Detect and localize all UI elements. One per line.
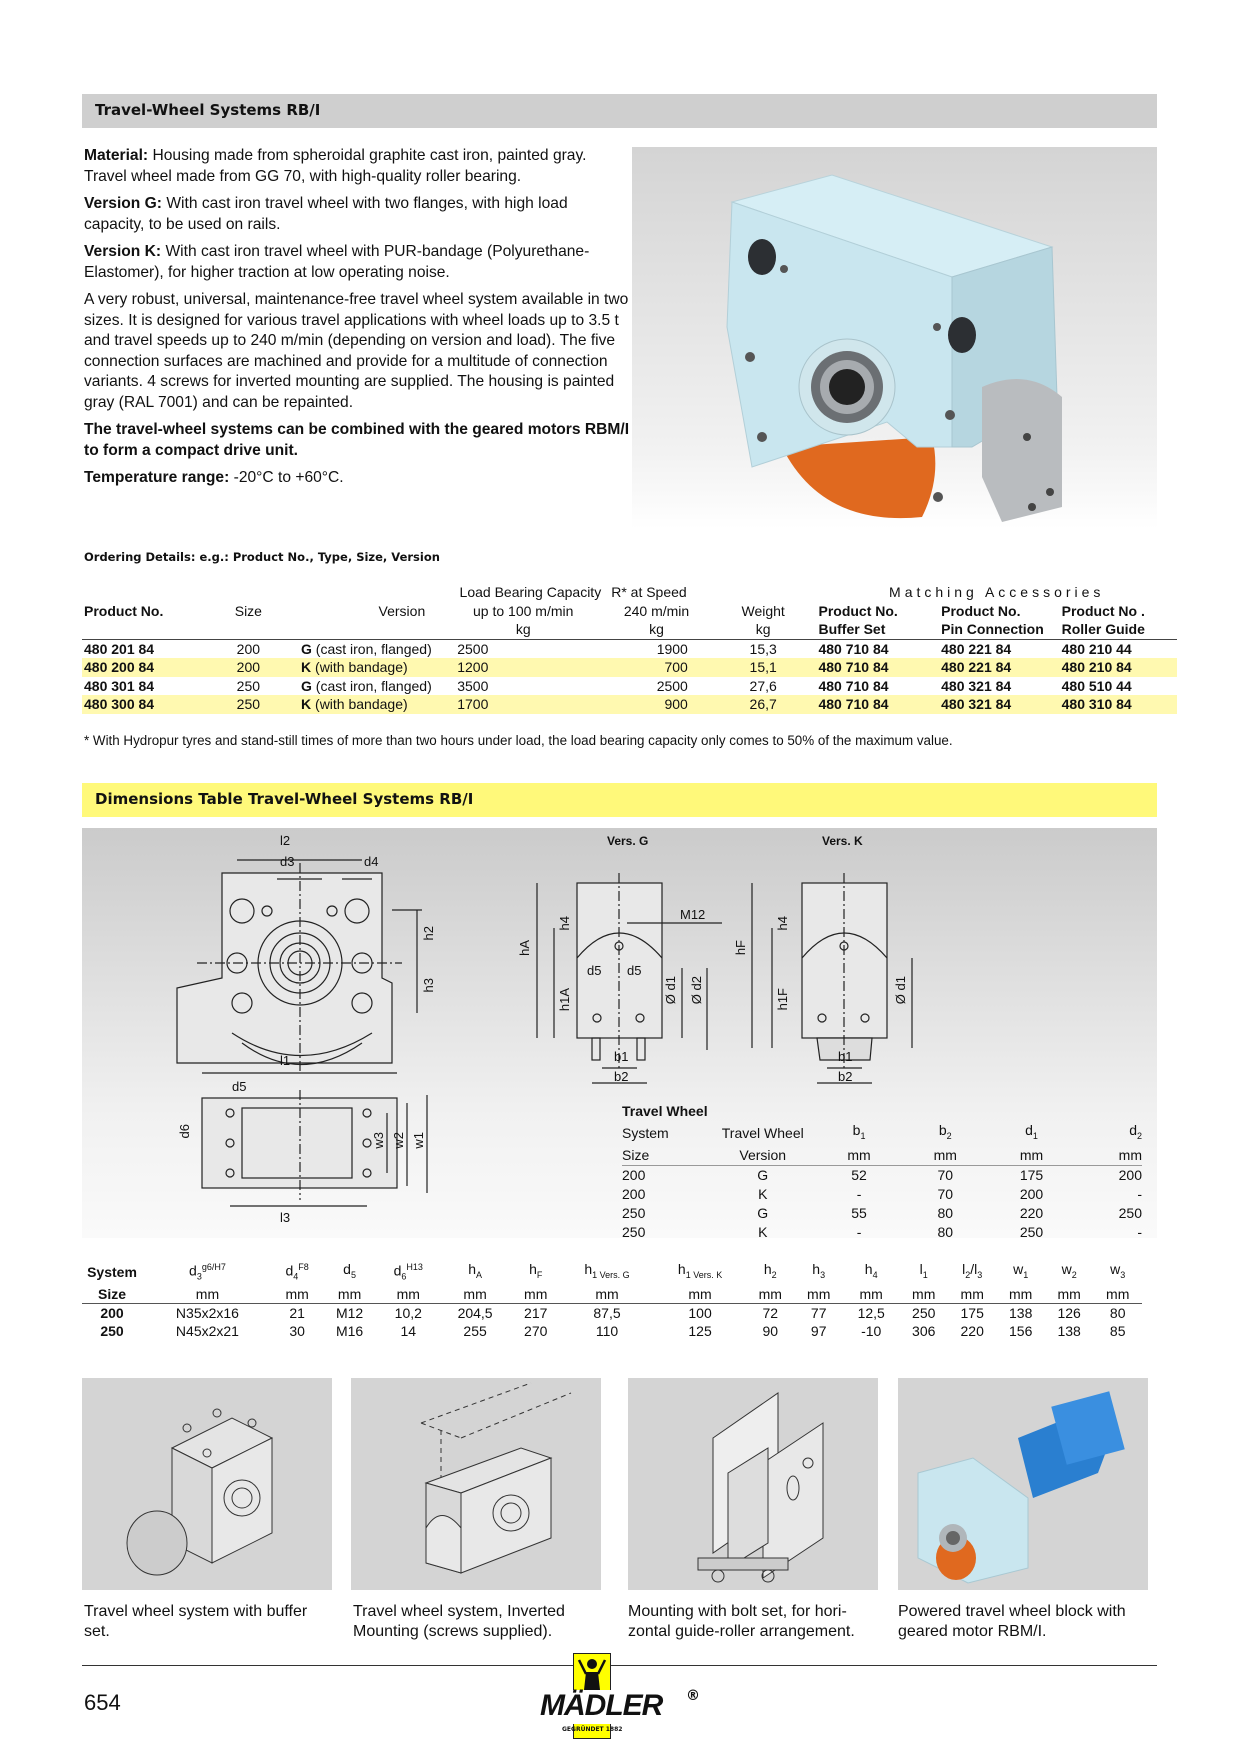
dimensions-row: [82, 1304, 1142, 1323]
version-k-label: Version K:: [84, 243, 162, 260]
tw-header-d1: $d_1$: [1025, 1122, 1038, 1141]
version-desc: (cast iron, flanged): [311, 677, 432, 694]
version-code: K: [301, 659, 312, 675]
tw-unit: mm: [1019, 1146, 1044, 1163]
material-text: Housing made from spheroidal graphite cast iron, painted gray. Travel wheel made from GG 70, with high-quality roller bearing.: [84, 147, 587, 185]
version: [291, 658, 443, 677]
header-load240-unit: kg: [649, 621, 664, 637]
weight: 27,6: [749, 677, 777, 694]
dim-value: 10,2: [394, 1305, 422, 1322]
size: 250: [236, 677, 261, 694]
header-weight: Weight: [741, 602, 785, 619]
tw-b1: -: [856, 1223, 862, 1240]
travel-wheel-housing-image: [632, 147, 1157, 529]
buffer-set-no: 480 710 84: [818, 677, 889, 694]
tw-version: K: [758, 1185, 768, 1202]
version-g-text: With cast iron travel wheel with two flanges, with high load capacity, to be used on rails.: [84, 195, 568, 233]
dim-value: -10: [861, 1323, 882, 1340]
tw-version: G: [757, 1166, 769, 1183]
dim-label-h4-k: h4: [775, 916, 790, 931]
travel-wheel-table: [622, 1102, 1142, 1242]
size: 200: [236, 640, 261, 657]
dimensions-table: [82, 1258, 1142, 1340]
roller-guide-no: 480 210 84: [1061, 659, 1132, 675]
inverted-mounting-drawing: [351, 1378, 601, 1590]
dim-value: 72: [762, 1305, 779, 1322]
gallery-image-bolt-set: [628, 1378, 878, 1590]
weight: 26,7: [749, 696, 777, 712]
tw-unit: mm: [1118, 1146, 1142, 1163]
tw-d2: 250: [1118, 1204, 1142, 1221]
dim-label-h3: h3: [421, 978, 436, 993]
travel-wheel-row: [622, 1223, 1142, 1242]
tw-header-size: Size: [622, 1146, 650, 1163]
front-view-drawing: [177, 860, 422, 1073]
size: 200: [236, 659, 261, 675]
tw-b2: 70: [937, 1185, 954, 1202]
dim-unit: mm: [524, 1286, 548, 1303]
tw-version: K: [758, 1223, 768, 1240]
tw-version: G: [757, 1204, 769, 1221]
header-pin-connection: Pin Connection: [941, 621, 1044, 637]
product-no: 480 200 84: [84, 659, 155, 675]
dim-header-5: $h_F$: [529, 1260, 543, 1280]
dim-header-15: $w_3$: [1110, 1260, 1126, 1280]
version-g-label: Version G:: [84, 195, 162, 212]
gallery-caption-4: Powered travel wheel block with geared motor RBM/I.: [898, 1603, 1126, 1640]
ordering-row: [82, 677, 1177, 696]
dim-value: 306: [912, 1323, 936, 1340]
header-acc-pn2: Product No.: [941, 602, 1021, 619]
header-buffer-set: Buffer Set: [818, 621, 886, 637]
dim-header-4: $h_A$: [468, 1260, 482, 1280]
dim-header-1: $d_4^{F8}$: [285, 1262, 309, 1282]
dim-value: 220: [960, 1323, 984, 1340]
header-load100: up to 100 m/min: [473, 602, 574, 619]
dim-value: 138: [1009, 1305, 1033, 1322]
roller-guide-no: 480 210 44: [1061, 640, 1132, 657]
dim-unit: mm: [1009, 1286, 1033, 1303]
tw-unit: mm: [847, 1146, 871, 1163]
dim-value: 80: [1109, 1305, 1126, 1322]
dim-value: M16: [335, 1323, 364, 1340]
load240: 700: [664, 659, 688, 675]
tw-size: 250: [622, 1204, 646, 1221]
dim-size: 200: [100, 1305, 124, 1322]
dim-value: 87,5: [593, 1305, 621, 1322]
side-view-vers-k: [752, 873, 912, 1083]
tw-d2: -: [1137, 1185, 1142, 1202]
dim-value: 97: [810, 1323, 827, 1340]
dim-value: 14: [400, 1323, 417, 1340]
dim-label-l3: l3: [280, 1210, 291, 1225]
dim-value: 156: [1009, 1323, 1033, 1340]
tw-b1: -: [856, 1185, 862, 1202]
dim-value: 100: [688, 1305, 712, 1322]
dim-value: N45x2x21: [175, 1323, 239, 1340]
gallery-caption-1: Travel wheel system with buffer set.: [84, 1603, 308, 1640]
dim-value: 126: [1057, 1305, 1081, 1322]
version-code: G: [301, 677, 312, 694]
tw-size: 250: [622, 1223, 646, 1240]
version-code: G: [301, 640, 312, 657]
dim-label-h2: h2: [421, 926, 436, 941]
version-k-text: With cast iron travel wheel with PUR-bandage (Polyurethane-Elastomer), for higher traction at low operating noise.: [84, 243, 590, 281]
footnote: * With Hydropur tyres and stand-still times of more than two hours under load, the load bearing capacity only comes to 50% of the maximum value.: [84, 733, 953, 748]
dim-header-11: $l_1$: [919, 1260, 928, 1280]
dim-label-d3: d3: [280, 854, 295, 869]
dim-value: 125: [688, 1323, 712, 1340]
dim-label-d5-g2: d5: [627, 963, 642, 978]
ordering-row: [82, 695, 1177, 714]
dim-label-b1-k: b1: [838, 1049, 853, 1064]
dim-value: M12: [335, 1305, 364, 1322]
dim-label-h1A: h1A: [557, 988, 572, 1012]
dim-value: 250: [912, 1305, 936, 1322]
dim-label-l2: l2: [280, 833, 291, 848]
ordering-row: [82, 658, 1177, 677]
dim-value: 175: [960, 1305, 984, 1322]
header-load100-unit: kg: [515, 621, 531, 637]
material-paragraph: [84, 146, 632, 187]
page-number: 654: [84, 1690, 121, 1715]
dim-header-9: $h_3$: [812, 1260, 826, 1280]
dim-value: 85: [1109, 1323, 1126, 1340]
header-product-no: Product No.: [84, 602, 164, 619]
dim-label-w1: w1: [411, 1132, 426, 1149]
product-photo: [632, 147, 1157, 529]
tw-b2: 70: [937, 1166, 954, 1183]
version-code: K: [301, 696, 312, 712]
logo-figure-icon: [574, 1654, 610, 1690]
header-load240: 240 m/min: [623, 602, 690, 619]
footer-divider: [82, 1665, 1157, 1666]
load100: 2500: [457, 640, 489, 657]
dim-label-m12: M12: [680, 907, 706, 922]
dim-label-b2-k: b2: [838, 1069, 853, 1084]
header-acc-pn1: Product No.: [818, 602, 898, 619]
version-desc: (with bandage): [311, 696, 408, 712]
tw-header-tw: Travel Wheel: [721, 1124, 804, 1141]
version: [291, 695, 443, 714]
load240: 2500: [656, 677, 688, 694]
dim-value: 217: [524, 1305, 548, 1322]
size: 250: [236, 696, 261, 712]
pin-connection-no: 480 321 84: [941, 677, 1012, 694]
ordering-header-row-1: [82, 583, 1177, 602]
pin-connection-no: 480 321 84: [941, 696, 1012, 712]
dim-value: 30: [289, 1323, 305, 1340]
logo-founded: GEGRÜNDET 1882: [562, 1726, 623, 1733]
product-no: 480 301 84: [84, 677, 155, 694]
dim-label-d4: d4: [364, 854, 379, 869]
tw-header-system: System: [622, 1124, 669, 1141]
gallery-caption-3: Mounting with bolt set, for hori-zontal guide-roller arrangement.: [628, 1603, 855, 1640]
product-no: 480 201 84: [84, 640, 155, 657]
dim-value: 138: [1057, 1323, 1081, 1340]
dim-unit: mm: [337, 1286, 362, 1303]
material-label: Material:: [84, 147, 149, 164]
pin-connection-no: 480 221 84: [941, 640, 1012, 657]
tw-size: 200: [622, 1185, 646, 1202]
buffer-set-no: 480 710 84: [818, 659, 889, 675]
version-k-paragraph: [84, 242, 632, 283]
dim-value: 255: [463, 1323, 487, 1340]
temperature-paragraph: [84, 468, 632, 489]
section-header-dimensions: [82, 783, 1157, 817]
dim-value: 110: [595, 1323, 619, 1340]
ordering-header-row-2: [82, 602, 1177, 621]
tw-size: 200: [622, 1166, 646, 1183]
header-load-group: Load Bearing Capacity: [459, 584, 602, 600]
dim-unit: mm: [688, 1286, 712, 1303]
dimensions-row: [82, 1322, 1142, 1340]
tw-b1: 52: [851, 1166, 867, 1183]
tw-d2: 200: [1118, 1166, 1142, 1183]
dim-header-size: Size: [97, 1286, 126, 1303]
dim-value: 90: [762, 1323, 779, 1340]
weight: 15,1: [749, 659, 777, 675]
bolt-set-drawing: [628, 1378, 878, 1590]
tw-header-d2: $d_2$: [1129, 1122, 1142, 1141]
dim-header-13: $w_1$: [1013, 1260, 1029, 1280]
maedler-logo-badge: [573, 1653, 611, 1690]
dim-label-d1-k: Ø d1: [893, 976, 908, 1005]
dim-header-system: System: [87, 1263, 137, 1280]
section-title-dimensions: Dimensions Table Travel-Wheel Systems RB/I: [95, 790, 474, 808]
ordering-table: [82, 583, 1177, 714]
dim-header-8: $h_2$: [763, 1260, 777, 1280]
dim-label-w2: w2: [391, 1132, 406, 1149]
tw-d1: 200: [1019, 1185, 1044, 1202]
travel-wheel-row: [622, 1204, 1142, 1223]
header-version: Version: [378, 602, 426, 619]
dim-header-14: $w_2$: [1061, 1260, 1077, 1280]
logo-founded-strip: [562, 1724, 623, 1739]
vers-g-label: Vers. G: [607, 834, 649, 848]
dim-unit: mm: [960, 1286, 984, 1303]
dim-label-w3: w3: [371, 1132, 386, 1149]
tw-b2: 80: [937, 1204, 954, 1221]
tw-header-b2: $b_2$: [938, 1122, 952, 1141]
dim-unit: mm: [595, 1286, 619, 1303]
logo-registered: ®: [686, 1688, 700, 1704]
buffer-set-no: 480 710 84: [818, 696, 889, 712]
dim-value: 21: [289, 1305, 305, 1322]
dim-unit: mm: [912, 1286, 936, 1303]
geared-motor-image: [898, 1378, 1148, 1590]
dim-header-10: $h_4$: [864, 1260, 878, 1280]
description-paragraph: A very robust, universal, maintenance-free travel wheel system available in two sizes. It is designed for various travel applications with wheel loads up to 3.5 t and travel speeds up to 240 m/min (depending on version and load). The five connection surfaces are machined and provide for a multitude of connection variants. 4 screws for inverted mounting are supplied. The housing is painted gray (RAL 7001) and can be repainted.: [84, 291, 629, 411]
dim-label-d5-top: d5: [232, 1079, 247, 1094]
buffer-set-no: 480 710 84: [818, 640, 889, 657]
combine-paragraph: The travel-wheel systems can be combined with the geared motors RBM/I to form a compact drive unit.: [84, 421, 630, 459]
dim-value: 77: [810, 1305, 827, 1322]
dim-header-7: $h_{1 Vers. K}$: [677, 1260, 723, 1280]
dim-value: 204,5: [457, 1305, 493, 1322]
dim-unit: mm: [463, 1286, 487, 1303]
dim-unit: mm: [195, 1286, 220, 1303]
load100: 1700: [457, 696, 489, 712]
logo-wordmark: MÄDLER: [540, 1689, 663, 1722]
dim-unit: mm: [807, 1286, 831, 1303]
tw-header-version: Version: [739, 1146, 787, 1163]
section-title: Travel-Wheel Systems RB/I: [95, 101, 321, 119]
tw-d1: 175: [1019, 1166, 1044, 1183]
version: [291, 677, 443, 696]
header-acc-pn3: Product No .: [1061, 602, 1145, 619]
travel-wheel-title: Travel Wheel: [622, 1103, 708, 1119]
dim-label-b1-g: b1: [614, 1049, 629, 1064]
dim-label-d1-g: Ø d1: [663, 976, 678, 1005]
section-header-travel-wheel: [82, 94, 1157, 128]
dim-unit: mm: [859, 1286, 883, 1303]
version-desc: (with bandage): [311, 659, 408, 675]
dim-value: 12,5: [857, 1305, 885, 1322]
gallery-image-geared-motor: [898, 1378, 1148, 1590]
weight: 15,3: [749, 640, 777, 657]
tw-b2: 80: [937, 1223, 954, 1240]
dim-label-d2-g: Ø d2: [689, 976, 704, 1005]
roller-guide-no: 480 510 44: [1061, 677, 1132, 694]
header-roller-guide: Roller Guide: [1061, 621, 1145, 637]
dim-unit: mm: [285, 1286, 309, 1303]
load100: 3500: [457, 677, 489, 694]
load240: 900: [664, 696, 688, 712]
dim-label-hF: hF: [733, 940, 748, 956]
tw-unit: mm: [933, 1146, 957, 1163]
dim-header-0: $d_3^{g6/H7}$: [189, 1262, 226, 1282]
tw-d1: 250: [1019, 1223, 1044, 1240]
pin-connection-no: 480 221 84: [941, 659, 1012, 675]
header-accessories-group: Matching Accessories: [889, 584, 1105, 600]
dim-label-h4-g: h4: [557, 916, 572, 931]
dim-label-l1: l1: [280, 1053, 291, 1068]
dim-unit: mm: [1106, 1286, 1130, 1303]
gallery-image-inverted-mounting: [351, 1378, 601, 1590]
dim-header-2: $d_5$: [343, 1260, 356, 1280]
ordering-header-row-3: [82, 620, 1177, 639]
dim-label-h1F: h1F: [775, 988, 790, 1011]
intro-text: [84, 146, 632, 496]
roller-guide-no: 480 310 84: [1061, 696, 1132, 712]
travel-wheel-row: [622, 1185, 1142, 1204]
dim-header-6: $h_{1 Vers. G}$: [584, 1260, 630, 1280]
temp-label: Temperature range:: [84, 469, 230, 486]
ordering-details-label: Ordering Details: e.g.: Product No., Type, Size, Version: [84, 550, 440, 564]
ordering-row: [82, 639, 1177, 658]
gallery-caption-2: Travel wheel system, Inverted Mounting (screws supplied).: [353, 1603, 565, 1640]
dim-unit: mm: [1057, 1286, 1081, 1303]
tw-b1: 55: [851, 1204, 867, 1221]
travel-wheel-row: [622, 1165, 1142, 1185]
dim-header-3: $d_6^{H13}$: [393, 1262, 423, 1282]
dim-unit: mm: [758, 1286, 782, 1303]
gallery-image-buffer-set: [82, 1378, 332, 1590]
buffer-set-drawing: [82, 1378, 332, 1590]
temp-text: -20°C to +60°C.: [229, 469, 344, 486]
tw-d1: 220: [1019, 1204, 1044, 1221]
dim-label-b2-g: b2: [614, 1069, 629, 1084]
product-no: 480 300 84: [84, 696, 155, 712]
dim-label-d6: d6: [177, 1124, 192, 1139]
tw-d2: -: [1137, 1223, 1142, 1240]
header-r-group: R* at Speed: [611, 584, 687, 600]
load100: 1200: [457, 659, 489, 675]
load240: 1900: [656, 640, 688, 657]
dim-value: N35x2x16: [175, 1305, 239, 1322]
header-size: Size: [234, 602, 262, 619]
dim-unit: mm: [396, 1286, 420, 1303]
version-desc: (cast iron, flanged): [311, 640, 432, 657]
dim-label-hA: hA: [517, 940, 532, 956]
dim-header-12: $l_2/l_3$: [962, 1260, 983, 1280]
dim-value: 270: [524, 1323, 548, 1340]
vers-k-label: Vers. K: [822, 834, 863, 848]
version-g-paragraph: [84, 194, 632, 235]
dim-size: 250: [100, 1323, 124, 1340]
dim-label-d5-g1: d5: [587, 963, 602, 978]
header-weight-unit: kg: [755, 621, 771, 637]
version: [291, 639, 443, 658]
tw-header-b1: $b_1$: [852, 1122, 866, 1141]
